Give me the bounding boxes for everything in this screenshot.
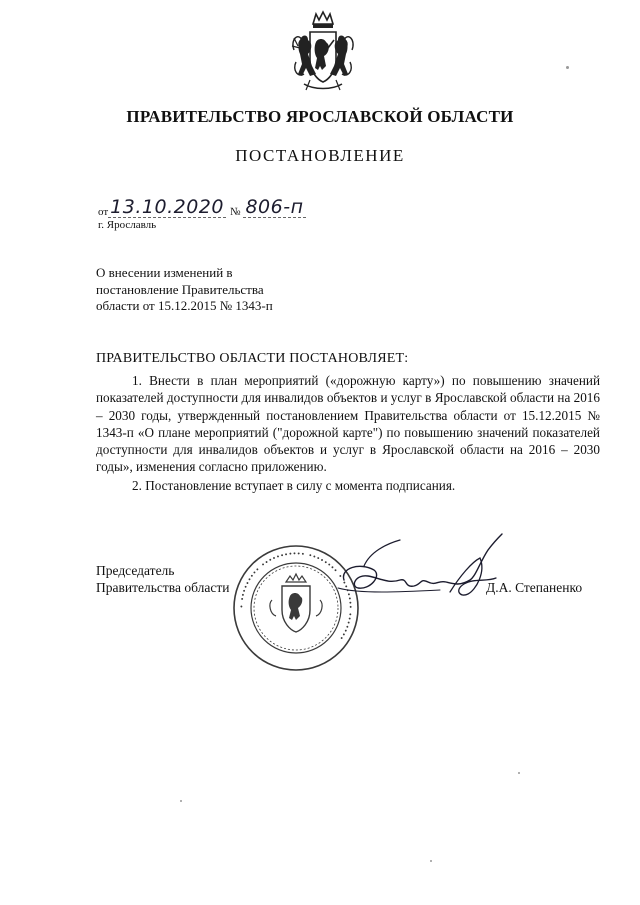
date-from-label: от xyxy=(98,206,109,218)
resolution-body xyxy=(96,372,600,494)
date-number-line xyxy=(98,197,306,218)
signatory-name: Д.А. Степаненко xyxy=(486,580,583,595)
paragraph-1: 1. Внести в план мероприятий («дорожную карту») по повышению значений показателей доступности для инвалидов объектов и услуг в Ярославской области на 2016 – 2030 годы, утвержденный постановлением Правительства области от 15.12.2015 № 1343-п «О плане мероприятий ("дорожной карте") по повышению значений показателей доступности для инвалидов объектов и услуг в Ярославской области на 2016 – 2030 годы», изменения согласно приложению. xyxy=(96,373,600,475)
handwritten-date: 13.10.2020 xyxy=(110,196,224,218)
scan-speck xyxy=(430,860,432,862)
handwritten-signature xyxy=(330,532,510,614)
document-type-title: ПОСТАНОВЛЕНИЕ xyxy=(235,146,405,165)
subject-line: постановление Правительства xyxy=(96,281,264,297)
scan-speck xyxy=(518,772,520,774)
handwritten-number: 806-п xyxy=(245,196,304,218)
subject-block xyxy=(96,265,273,315)
signatory-position-line2: Правительства области xyxy=(96,580,230,595)
subject-line: области от 15.12.2015 № 1343-п xyxy=(96,298,273,313)
scan-speck xyxy=(180,800,182,802)
paragraph-2: 2. Постановление вступает в силу с момента подписания. xyxy=(132,477,456,493)
subject-line: О внесении изменений в xyxy=(96,265,233,280)
city-label: г. Ярославль xyxy=(98,219,157,231)
signatory-position-line1: Председатель xyxy=(96,563,175,578)
decree-heading: ПРАВИТЕЛЬСТВО ОБЛАСТИ ПОСТАНОВЛЯЕТ: xyxy=(96,351,409,366)
number-label: № xyxy=(229,206,241,218)
government-title: ПРАВИТЕЛЬСТВО ЯРОСЛАВСКОЙ ОБЛАСТИ xyxy=(126,107,514,126)
scan-speck xyxy=(566,66,569,69)
svg-text:• ••••••••• ••••••••••• ••••••: • ••••••••• ••••••••••• •••••••• • ••••••• ••••••• xyxy=(236,548,356,643)
coat-of-arms-emblem xyxy=(288,10,358,96)
